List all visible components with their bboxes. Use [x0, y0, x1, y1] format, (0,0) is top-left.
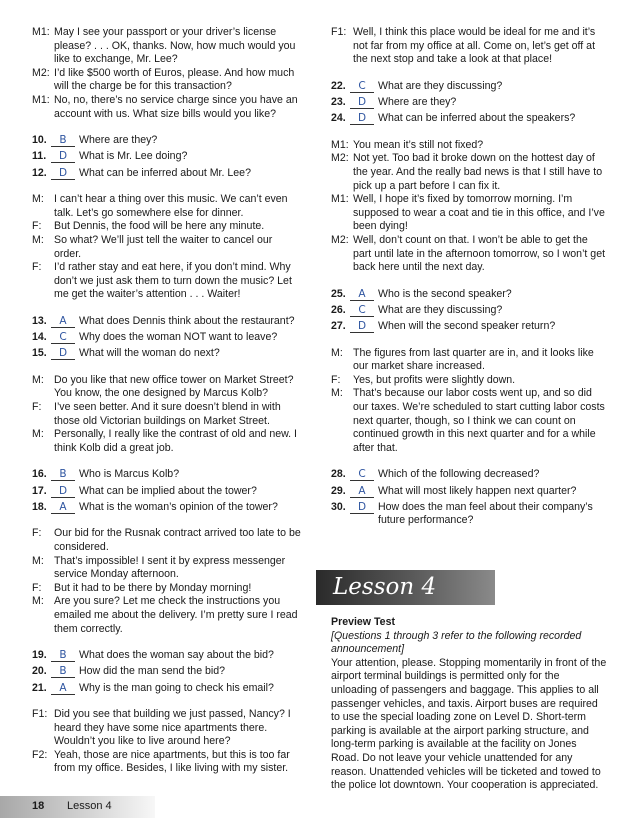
- dialogue-block: [32, 708, 302, 776]
- question-item: [331, 288, 607, 302]
- speaker-label: M:: [331, 387, 343, 400]
- question-group: [32, 468, 302, 514]
- question-text: How did the man send the bid?: [79, 665, 226, 678]
- question-number: 19.: [32, 649, 47, 662]
- dialogue-line: [331, 234, 607, 275]
- speaker-label: M:: [32, 193, 44, 206]
- page-number: 18: [32, 800, 45, 812]
- speaker-label: M:: [32, 428, 44, 441]
- question-number: 30.: [331, 500, 346, 513]
- dialogue-text: That’s impossible! I sent it by express messenger service Monday afternoon.: [54, 554, 286, 581]
- question-group: [331, 468, 607, 528]
- preview-test-heading: Preview Test: [331, 616, 395, 628]
- dialogue-text: Yeah, those are nice apartments, but this is too far from my office. Besides, I like living with my sister.: [54, 748, 290, 775]
- dialogue-text: I’d like $500 worth of Euros, please. And how much will the charge be for this transaction?: [54, 66, 295, 93]
- speaker-label: M:: [32, 373, 44, 386]
- dialogue-line: [32, 595, 302, 636]
- page-footer: [0, 796, 155, 818]
- handwritten-answer: D: [51, 168, 75, 180]
- dialogue-text: That’s because our labor costs went up, and so did our taxes. We’re scheduled to start cutting labor costs next quarter, though, so I think we can count on continued growth in this next quarter and for a while after that.: [353, 387, 605, 454]
- speaker-label: M:: [32, 554, 44, 567]
- dialogue-line: [331, 152, 607, 193]
- question-text: When will the second speaker return?: [378, 320, 556, 333]
- question-text: What is the woman’s opinion of the tower?: [79, 500, 278, 513]
- question-number: 25.: [331, 287, 346, 300]
- speaker-label: M1:: [32, 93, 50, 106]
- question-text: Who is the second speaker?: [378, 287, 512, 300]
- dialogue-text: You mean it’s still not fixed?: [353, 138, 484, 151]
- dialogue-text: Our bid for the Rusnak contract arrived too late to be considered.: [54, 527, 301, 553]
- handwritten-answer: A: [51, 502, 75, 514]
- question-item: [32, 501, 302, 515]
- dialogue-block: [32, 26, 302, 121]
- dialogue-text: But Dennis, the food will be here any minute.: [54, 220, 265, 233]
- handwritten-answer: B: [51, 666, 75, 678]
- dialogue-line: [32, 234, 302, 261]
- dialogue-line: [331, 347, 607, 374]
- speaker-label: M2:: [331, 233, 349, 246]
- dialogue-line: [32, 708, 302, 749]
- question-text: How does the man feel about their company’s future performance?: [378, 500, 593, 527]
- dialogue-line: [32, 220, 302, 234]
- dialogue-block: [331, 347, 607, 456]
- dialogue-text: I’d rather stay and eat here, if you don’t mind. Why don’t we just ask them to turn down the music? Let me get the waiter’s attention . . . Waiter!: [54, 261, 292, 301]
- dialogue-block: [331, 139, 607, 275]
- dialogue-block: [32, 374, 302, 456]
- question-item: [331, 112, 607, 126]
- question-item: [331, 304, 607, 318]
- question-item: [32, 665, 302, 679]
- speaker-label: F:: [32, 261, 42, 274]
- preview-test-instructions: [Questions 1 through 3 refer to the following recorded announcement]: [331, 629, 582, 656]
- announcement-text: Your attention, please. Stopping momentarily in front of the airport terminal buildings is permitted only for the unloading of passengers and baggage. This applies to all passenger vehicles, and taxis. Airport buses are required to use the special loading zone on Level D. Short-term parking is available at the airport parking structure, and long-term parking is available at the facility on Jones Road. Do not leave your vehicle unattended for any reason. Unattended vehicles will be ticketed and towed to the police lot downtown. Your cooperation is appreciated.: [331, 656, 607, 792]
- question-number: 12.: [32, 166, 47, 179]
- question-item: [32, 347, 302, 361]
- speaker-label: F1:: [331, 26, 347, 38]
- speaker-label: F:: [331, 373, 341, 386]
- speaker-label: M2:: [331, 152, 349, 165]
- question-number: 13.: [32, 314, 47, 327]
- handwritten-answer: A: [350, 289, 374, 301]
- question-text: What is Mr. Lee doing?: [79, 150, 188, 163]
- handwritten-answer: C: [350, 305, 374, 317]
- question-item: [331, 80, 607, 94]
- question-item: [32, 150, 302, 164]
- dialogue-line: [32, 193, 302, 220]
- preview-test-section: [331, 616, 607, 793]
- question-text: Where are they?: [79, 134, 158, 147]
- question-item: [331, 485, 607, 499]
- question-group: [331, 288, 607, 334]
- question-number: 16.: [32, 468, 47, 481]
- question-item: [331, 320, 607, 334]
- speaker-label: F:: [32, 220, 42, 233]
- dialogue-text: Not yet. Too bad it broke down on the hottest day of the year. And the really bad news is that I still have to pick up a part before I can fix it.: [353, 152, 603, 192]
- handwritten-answer: D: [350, 97, 374, 109]
- question-text: Where are they?: [378, 95, 457, 108]
- question-number: 29.: [331, 484, 346, 497]
- question-number: 18.: [32, 500, 47, 513]
- dialogue-line: [32, 401, 302, 428]
- question-item: [331, 468, 607, 482]
- speaker-label: F:: [32, 401, 42, 414]
- handwritten-answer: D: [350, 321, 374, 333]
- dialogue-line: [331, 374, 607, 388]
- question-number: 26.: [331, 303, 346, 316]
- dialogue-line: [331, 26, 607, 67]
- dialogue-text: But it had to be there by Monday morning!: [54, 581, 252, 594]
- dialogue-text: Are you sure? Let me check the instructions you emailed me about the delivery. I’m pretty sure I read them correctly.: [54, 595, 298, 635]
- left-column: [32, 26, 302, 776]
- dialogue-line: [32, 374, 302, 401]
- handwritten-answer: A: [350, 486, 374, 498]
- lesson-banner: [316, 570, 495, 605]
- question-number: 28.: [331, 468, 346, 481]
- question-text: What does Dennis think about the restaurant?: [79, 314, 295, 327]
- speaker-label: M:: [32, 233, 44, 246]
- question-text: What are they discussing?: [378, 303, 503, 316]
- handwritten-answer: B: [51, 650, 75, 662]
- dialogue-line: [331, 193, 607, 234]
- dialogue-text: Personally, I really like the contrast of old and new. I think Kolb did a great job.: [54, 428, 297, 454]
- handwritten-answer: C: [350, 469, 374, 481]
- speaker-label: M:: [331, 346, 343, 359]
- handwritten-answer: C: [350, 81, 374, 93]
- question-number: 22.: [331, 79, 346, 92]
- question-text: What can be inferred about Mr. Lee?: [79, 166, 251, 179]
- question-number: 21.: [32, 681, 47, 694]
- speaker-label: M1:: [331, 138, 349, 151]
- question-number: 14.: [32, 331, 47, 344]
- dialogue-text: Do you like that new office tower on Market Street? You know, the one designed by Marcus Kolb?: [54, 373, 294, 400]
- handwritten-answer: D: [51, 151, 75, 163]
- dialogue-text: Yes, but profits were slightly down.: [353, 373, 516, 386]
- question-item: [32, 649, 302, 663]
- dialogue-text: I’ve seen better. And it sure doesn’t blend in with those old Victorian buildings on Market Street.: [54, 401, 281, 427]
- dialogue-line: [32, 582, 302, 596]
- dialogue-text: Well, I hope it’s fixed by tomorrow morning. I’m supposed to wear a coat and tie in this office, and I’ve been dying!: [353, 193, 605, 233]
- dialogue-line: [331, 387, 607, 455]
- speaker-label: M1:: [331, 193, 349, 206]
- question-item: [32, 331, 302, 345]
- question-text: What will the woman do next?: [79, 347, 220, 360]
- handwritten-answer: C: [51, 332, 75, 344]
- dialogue-text: May I see your passport or your driver’s license please? . . . OK, thanks. Now, how much would you like to exchange, Mr. Lee?: [54, 26, 296, 66]
- dialogue-block: [331, 26, 607, 67]
- dialogue-block: [32, 527, 302, 636]
- question-item: [32, 682, 302, 696]
- dialogue-text: I can’t hear a thing over this music. We can’t even talk. Let’s go somewhere else for dinner.: [54, 193, 288, 219]
- question-group: [32, 649, 302, 695]
- question-number: 24.: [331, 112, 346, 125]
- dialogue-line: [32, 67, 302, 94]
- dialogue-text: Well, don’t count on that. I won’t be able to get the part until late in the afternoon tomorrow, so I won’t get back here until the next day.: [353, 233, 606, 274]
- dialogue-line: [32, 26, 302, 67]
- question-item: [32, 468, 302, 482]
- right-column: [331, 26, 607, 528]
- handwritten-answer: D: [350, 113, 374, 125]
- handwritten-answer: D: [350, 502, 374, 514]
- question-group: [32, 134, 302, 180]
- speaker-label: F1:: [32, 708, 48, 721]
- dialogue-line: [32, 94, 302, 121]
- question-number: 15.: [32, 347, 47, 360]
- lesson-title: Lesson 4: [333, 574, 437, 600]
- question-item: [32, 485, 302, 499]
- handwritten-answer: B: [51, 135, 75, 147]
- question-group: [331, 80, 607, 126]
- question-item: [32, 167, 302, 181]
- dialogue-text: Well, I think this place would be ideal for me and it’s not far from my office at all. Come on, let’s get off at the next stop and take a look at that place!: [353, 26, 596, 66]
- question-number: 20.: [32, 665, 47, 678]
- dialogue-text: The figures from last quarter are in, and it looks like our market share increased.: [353, 346, 594, 373]
- dialogue-line: [32, 428, 302, 455]
- dialogue-line: [32, 749, 302, 776]
- handwritten-answer: D: [51, 348, 75, 360]
- question-number: 23.: [331, 95, 346, 108]
- question-number: 10.: [32, 134, 47, 147]
- question-number: 11.: [32, 150, 47, 163]
- question-text: What will most likely happen next quarter?: [378, 484, 577, 497]
- dialogue-text: Did you see that building we just passed, Nancy? I heard they have some nice apartments there. Wouldn’t you like to live around here?: [54, 708, 291, 748]
- dialogue-line: [32, 261, 302, 302]
- handwritten-answer: D: [51, 486, 75, 498]
- question-text: Who is Marcus Kolb?: [79, 468, 180, 481]
- dialogue-block: [32, 193, 302, 302]
- footer-lesson-label: Lesson 4: [67, 800, 112, 812]
- speaker-label: M1:: [32, 26, 50, 38]
- dialogue-text: So what? We’ll just tell the waiter to cancel our order.: [54, 233, 273, 260]
- dialogue-text: No, no, there’s no service charge since you have an account with us. What size bills would you like?: [54, 93, 298, 120]
- question-item: [32, 315, 302, 329]
- speaker-label: F:: [32, 527, 42, 540]
- question-item: [331, 96, 607, 110]
- question-text: Which of the following decreased?: [378, 468, 540, 481]
- question-number: 27.: [331, 320, 346, 333]
- dialogue-line: [331, 139, 607, 153]
- question-text: Why is the man going to check his email?: [79, 681, 274, 694]
- question-group: [32, 315, 302, 361]
- handwritten-answer: A: [51, 316, 75, 328]
- handwritten-answer: A: [51, 683, 75, 695]
- question-text: What does the woman say about the bid?: [79, 649, 274, 662]
- question-text: Why does the woman NOT want to leave?: [79, 331, 278, 344]
- dialogue-line: [32, 527, 302, 554]
- question-text: What are they discussing?: [378, 79, 503, 92]
- handwritten-answer: B: [51, 469, 75, 481]
- dialogue-line: [32, 555, 302, 582]
- question-text: What can be implied about the tower?: [79, 484, 257, 497]
- question-item: [331, 501, 607, 528]
- question-number: 17.: [32, 484, 47, 497]
- speaker-label: F:: [32, 581, 42, 594]
- question-item: [32, 134, 302, 148]
- speaker-label: M:: [32, 595, 44, 608]
- speaker-label: F2:: [32, 748, 48, 761]
- question-text: What can be inferred about the speakers?: [378, 112, 576, 125]
- speaker-label: M2:: [32, 66, 50, 79]
